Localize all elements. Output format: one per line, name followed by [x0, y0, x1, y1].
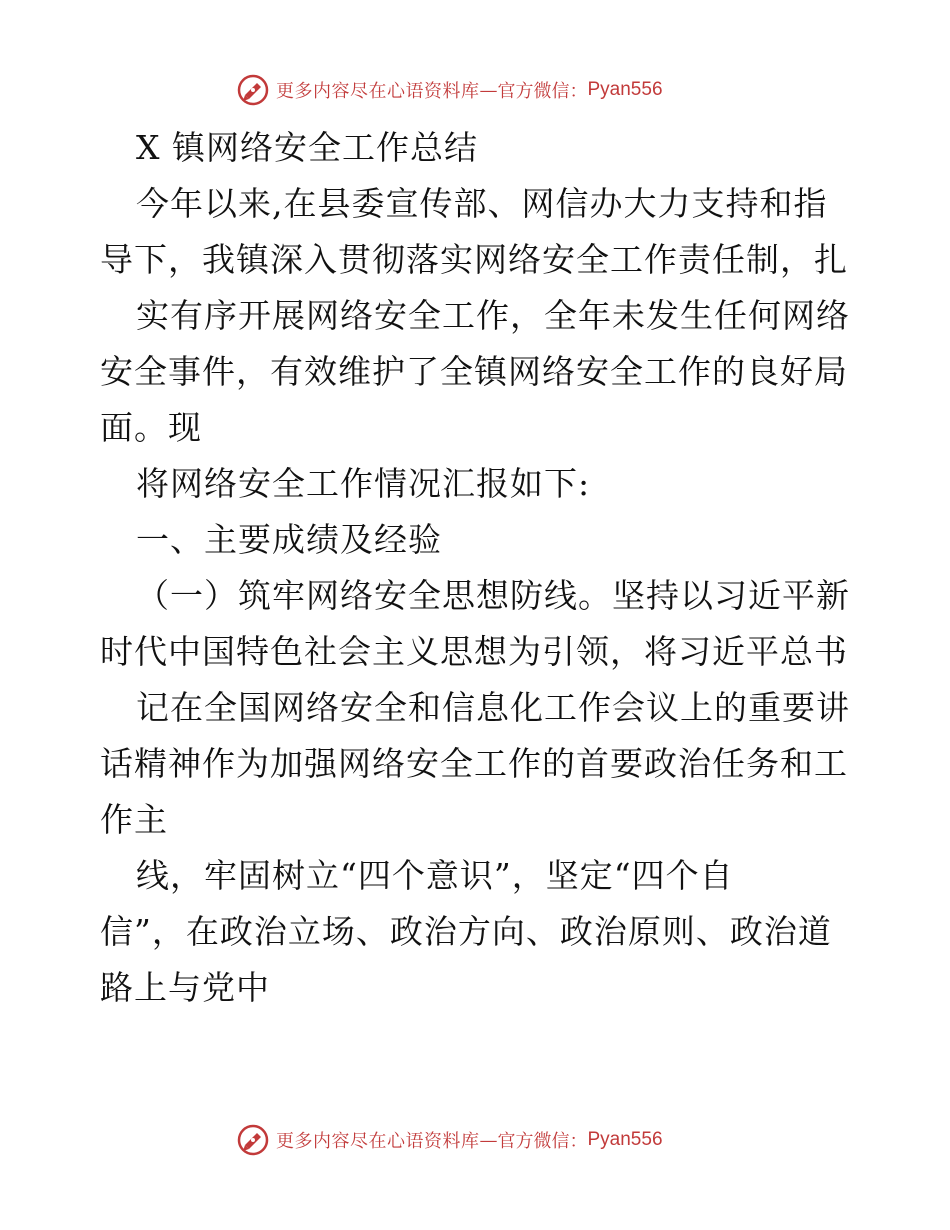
watermark-separator: — — [479, 79, 498, 101]
watermark-text: 更多内容尽在心语资料库 — [276, 81, 480, 102]
watermark-wechat-label: 官方微信： — [497, 81, 588, 102]
text-line: 安全事件，有效维护了全镇网络安全工作的良好局 — [100, 352, 848, 391]
text-line: 今年以来,在县委宣传部、网信办大力支持和指 — [136, 184, 828, 223]
text-line: 作主 — [100, 800, 168, 839]
text-line: 实有序开展网络安全工作，全年未发生任何网络 — [136, 296, 850, 335]
watermark-wechat-id: Pyan556 — [587, 79, 663, 100]
text-line: 记在全国网络安全和信息化工作会议上的重要讲 — [136, 688, 850, 727]
text-line: 面。现 — [100, 408, 202, 447]
text-line: 路上与党中 — [100, 968, 270, 1007]
watermark-wechat-label: 官方微信： — [497, 1131, 588, 1152]
text-line: 一、主要成绩及经验 — [136, 520, 442, 559]
pen-logo-icon — [236, 73, 270, 107]
document-title: X 镇网络安全工作总结 — [136, 128, 478, 167]
pen-logo-icon — [236, 1123, 270, 1157]
watermark-banner-bottom — [236, 1122, 663, 1158]
watermark-banner-top — [236, 72, 663, 108]
text-line: 导下，我镇深入贯彻落实网络安全工作责任制，扎 — [100, 240, 848, 279]
watermark-separator: — — [479, 1129, 498, 1151]
watermark-wechat-id: Pyan556 — [587, 1129, 663, 1150]
text-line: 话精神作为加强网络安全工作的首要政治任务和工 — [100, 744, 848, 783]
watermark-text: 更多内容尽在心语资料库 — [276, 1131, 480, 1152]
text-line: 时代中国特色社会主义思想为引领，将习近平总书 — [100, 632, 848, 671]
text-line: 信”，在政治立场、政治方向、政治原则、政治道 — [100, 912, 832, 951]
text-line: （一）筑牢网络安全思想防线。坚持以习近平新 — [136, 576, 850, 615]
text-line: 线，牢固树立“四个意识”，坚定“四个自 — [136, 856, 734, 895]
text-line: 将网络安全工作情况汇报如下: — [136, 464, 591, 503]
document-body — [100, 120, 860, 1016]
